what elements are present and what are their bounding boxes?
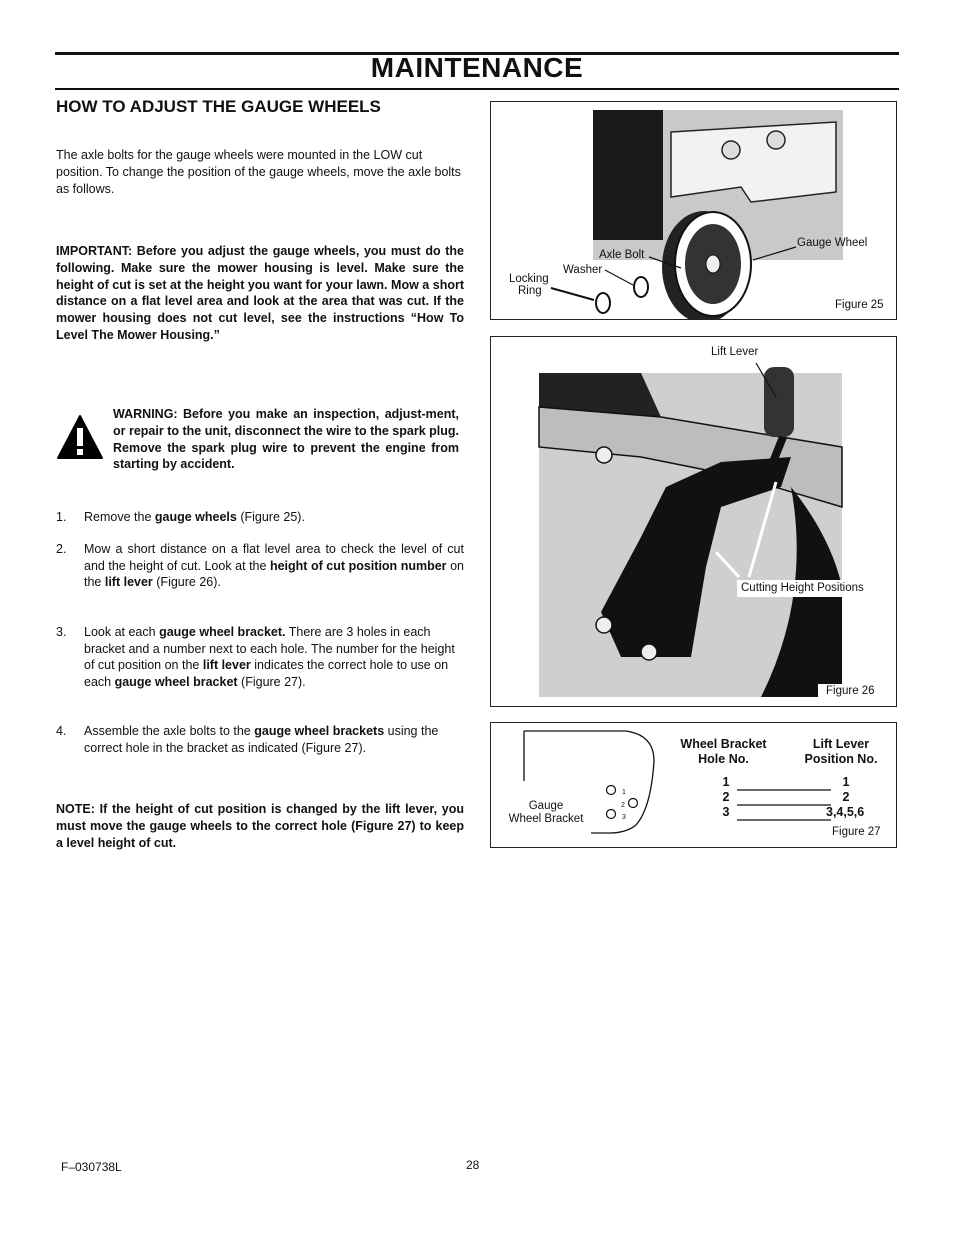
bracket-label-line2: Wheel Bracket [508,813,584,825]
row2-hole: 2 [722,790,730,804]
gauge-wheel-label: Gauge Wheel [797,237,868,249]
page-number: 28 [466,1158,480,1172]
hole-mark-3: 3 [622,814,626,821]
axle-bolt-label: Axle Bolt [599,249,645,261]
figure-caption: Figure 26 [818,684,883,699]
hole-mark-1: 1 [622,789,626,796]
row3-position: 3,4,5,6 [826,805,865,819]
row2-position: 2 [842,790,850,804]
step-number: 1. [56,510,67,524]
cutting-height-label: Cutting Height Positions [737,580,895,597]
document-code: F–030738L [61,1160,122,1174]
figure-27 [490,722,897,848]
figure-caption: Figure 25 [835,299,884,311]
hole-mark-2: 2 [621,802,625,809]
warning-paragraph: WARNING: Before you make an inspection, adjust-ment, or repair to the unit, disconnect the wire to the spark plug. Remove the spark plug wire to prevent the engine from starting by accident. [113,407,459,472]
figure-caption: Figure 27 [832,826,881,838]
row3-hole: 3 [722,805,730,819]
step-number: 2. [56,542,67,556]
step-number: 4. [56,724,67,738]
important-paragraph: IMPORTANT: Before you adjust the gauge wheels, you must do the following. Make sure the mower housing is level. Make sure the height of cut is set at the height you want for your lawn. Mow a short distance on a flat level area and look at the area that was cut. If the mower housing does not cut level, see the instructions “How To Level The Mower Housing.” [56,244,464,342]
section-heading: HOW TO ADJUST THE GAUGE WHEELS [56,97,381,116]
page-title: MAINTENANCE [370,52,584,83]
lift-lever-illustration [491,337,896,706]
col1-header-line2: Hole No. [698,752,749,766]
row1-hole: 1 [722,775,730,789]
step-text: Look at each gauge wheel bracket. There are 3 holes in each bracket and a number next to each hole. The number for the height of cut position on the lift lever indicates the correct hole to use on each gauge wheel bracket (Figure 27). [84,625,455,689]
note-paragraph: NOTE: If the height of cut position is changed by the lift lever, you must move the gauge wheels to the correct hole (Figure 27) to keep a level height of cut. [56,802,464,850]
washer-label: Washer [563,264,603,276]
locking-ring-label-line2: Ring [518,285,542,297]
col1-header-line1: Wheel Bracket [680,737,767,751]
locking-ring-label-line1: Locking [509,273,549,285]
step-text: Assemble the axle bolts to the gauge wheel brackets using the correct hole in the bracket as indicated (Figure 27). [84,724,439,755]
warning-icon [56,413,104,461]
figure-25 [490,101,897,320]
lift-lever-label: Lift Lever [711,346,759,358]
step-number: 3. [56,625,67,639]
col2-header-line1: Lift Lever [812,737,870,751]
intro-paragraph: The axle bolts for the gauge wheels were mounted in the LOW cut position. To change the position of the gauge wheels, move the axle bolts as follows. [56,148,461,196]
figure-26 [490,336,897,707]
step-text: Remove the gauge wheels (Figure 25). [84,510,305,524]
bracket-label-line1: Gauge [528,800,564,812]
step-text: Mow a short distance on a flat level area to check the level of cut and the height of cut. Look at the height of cut position number on the lift lever (Figure 26). [84,542,464,589]
row1-position: 1 [842,775,850,789]
title-rule [55,88,899,90]
col2-header-line2: Position No. [804,752,878,766]
gauge-wheel-illustration [491,102,896,319]
